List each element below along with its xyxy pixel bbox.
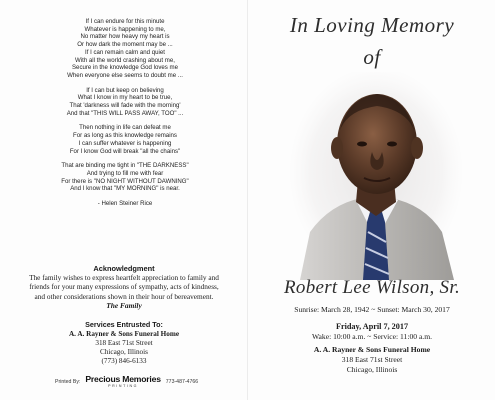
service-times: Wake: 10:00 a.m. ~ Service: 11:00 a.m. [311,332,433,341]
poem-line: For as long as this knowledge remains [73,132,177,140]
services-entrusted [4,320,244,367]
poem-line: And that "THIS WILL PASS AWAY, TOO" ... [66,109,184,117]
fold-line [247,0,248,400]
title-in-loving-memory: In Loving Memory [289,13,455,37]
life-dates: Sunrise: March 28, 1942 ~ Sunset: March 30, 2017 [294,305,450,314]
poem-stanza-2 [10,87,240,118]
printer-phone: 773-487-4766 [165,379,199,385]
portrait-image [290,72,462,280]
acknowledgment-heading: Acknowledgment [93,264,155,273]
deceased-name: Robert Lee Wilson, Sr. [283,277,460,298]
printer-name: Precious Memories [85,374,161,385]
service-location-city: Chicago, Illinois [346,365,398,374]
poem [10,18,240,208]
poem-line: I can suffer whatever is happening [78,139,172,147]
acknowledgment-line: and other considerations shown in their hour of bereavement. [34,291,214,301]
poem-line: And I know that "MY MORNING" is near. [70,185,180,193]
face [337,94,417,194]
poem-line: That 'darkness will fade with the morning' [69,102,181,110]
poem-line: When everyone else seems to doubt me ... [67,71,183,79]
service-location-name: A. A. Rayner & Sons Funeral Home [313,345,431,354]
poem-line: If I can remain calm and quiet [85,48,165,56]
services-heading: Services Entrusted To: [85,320,163,329]
poem-line: For I know God will break "all the chains" [69,147,181,155]
printer-sub: PRINTING [108,384,139,388]
poem-line: Whatever is happening to me, [84,25,166,33]
title-of: of [363,45,381,69]
poem-stanza-3 [10,124,240,155]
left-ear [331,137,343,159]
right-eye [387,142,397,147]
poem-line: No matter how heavy my heart is [80,33,170,41]
service-date: Friday, April 7, 2017 [335,322,409,331]
poem-line: Then nothing in life can defeat me [79,124,171,132]
acknowledgment-line: The family wishes to express heartfelt appreciation to family and [29,273,219,282]
funeral-home-address: 318 East 71st Street [95,338,153,347]
poem-line: That are binding me tight in "THE DARKNESS" [61,162,189,170]
right-ear [411,137,423,159]
printer-credit [55,372,198,392]
portrait-photo [290,72,462,280]
printer-logo [85,375,160,388]
funeral-home-phone: (773) 846-6133 [101,357,147,366]
poem-author: - Helen Steiner Rice [97,200,153,208]
poem-stanza-1 [10,18,240,80]
printed-by-label: Printed By: [55,379,81,385]
poem-line: If I can endure for this minute [85,18,165,25]
poem-line: With all the world crashing about me, [75,56,175,64]
funeral-home-name: A. A. Rayner & Sons Funeral Home [68,329,180,338]
acknowledgment-signature: The Family [106,300,142,310]
poem-stanza-4 [10,162,240,193]
poem-line: Secure in the knowledge God loves me [71,64,179,72]
funeral-home-city: Chicago, Illinois [100,348,148,357]
acknowledgment [4,264,244,310]
acknowledgment-line: friends for your many expressions of sympathy, acts of kindness, [29,282,219,292]
poem-line: What I know in my heart to be true, [77,94,173,102]
poem-line: If I can but keep on believing [86,86,164,94]
left-eye [357,142,367,147]
poem-line: And trying to fill me with fear [86,169,164,177]
poem-line: For there is "NO NIGHT WITHOUT DAWNING" [61,177,189,185]
poem-line: Or how dark the moment may be ... [77,41,173,49]
service-location-address: 318 East 71st Street [341,355,403,364]
